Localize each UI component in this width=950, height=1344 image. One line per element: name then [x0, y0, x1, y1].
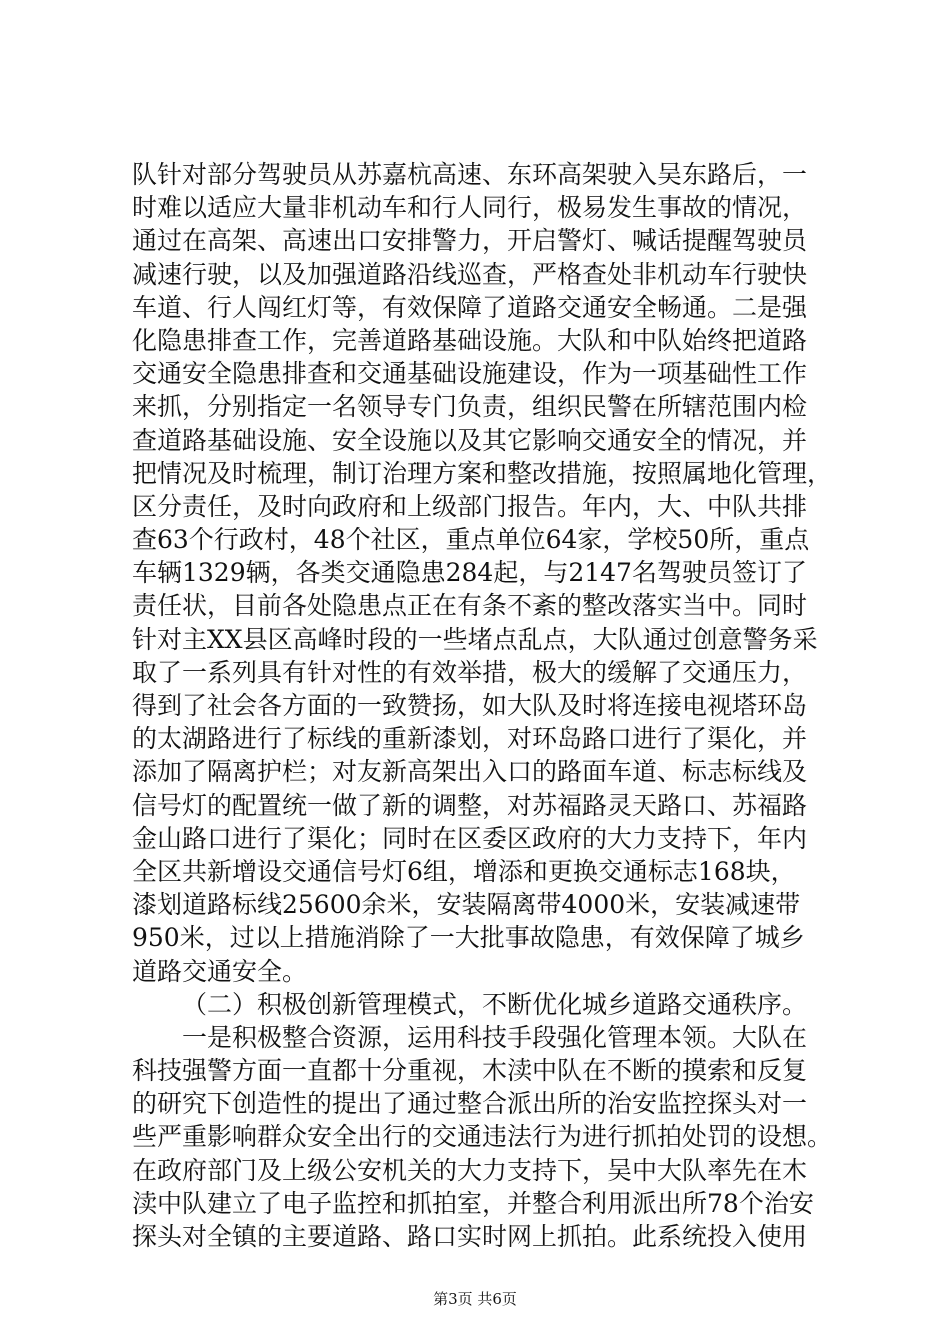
text-line: 针对主XX县区高峰时段的一些堵点乱点，大队通过创意警务采: [132, 624, 818, 654]
text-line: 队针对部分驾驶员从苏嘉杭高速、东环高架驶入吴东路后，一: [132, 160, 808, 189]
text-line: 的研究下创造性的提出了通过整合派出所的治安监控探头对一: [132, 1089, 808, 1119]
text-line: 添加了隔离护栏；对友新高架出入口的路面车道、标志标线及: [132, 757, 808, 787]
text-line: 查道路基础设施、安全设施以及其它影响交通安全的情况，并: [132, 425, 808, 455]
text-line: 的太湖路进行了标线的重新漆划，对环岛路口进行了渠化，并: [132, 724, 808, 754]
text-line: 得到了社会各方面的一致赞扬，如大队及时将连接电视塔环岛: [132, 691, 808, 720]
text-line: 探头对全镇的主要道路、路口实时网上抓拍。此系统投入使用: [132, 1222, 808, 1251]
paragraph-first-line: 一是积极整合资源，运用科技手段强化管理本领。大队在: [182, 1022, 808, 1052]
page-number: 第3页 共6页: [433, 1290, 517, 1308]
text-line: 来抓，分别指定一名领导专门负责，组织民警在所辖范围内检: [132, 392, 808, 422]
text-line: 道路交通安全。: [132, 956, 308, 986]
text-line: 全区共新增设交通信号灯6组，增添和更换交通标志168块，: [132, 856, 796, 886]
text-line: 渎中队建立了电子监控和抓拍室，并整合利用派出所78个治安: [132, 1188, 814, 1218]
text-line: 通过在高架、高速出口安排警力，开启警灯、喊话提醒驾驶员: [132, 226, 808, 256]
text-line: 区分责任，及时向政府和上级部门报告。年内，大、中队共排: [132, 491, 808, 521]
text-line: 车辆1329辆，各类交通隐患284起，与2147名驾驶员签订了: [132, 558, 807, 588]
text-line: 些严重影响群众安全出行的交通违法行为进行抓拍处罚的设想。: [132, 1122, 833, 1152]
text-line: 把情况及时梳理，制订治理方案和整改措施，按照属地化管理，: [132, 458, 833, 488]
text-line: 漆划道路标线25600余米，安装隔离带4000米，安装减速带: [132, 890, 801, 920]
text-line: 查63个行政村，48个社区，重点单位64家，学校50所，重点: [132, 525, 810, 555]
page-footer: [0, 1289, 950, 1309]
text-line: 车道、行人闯红灯等，有效保障了道路交通安全畅通。二是强: [132, 292, 808, 322]
text-line: 时难以适应大量非机动车和行人同行，极易发生事故的情况，: [132, 193, 808, 223]
text-line: 交通安全隐患排查和交通基础设施建设，作为一项基础性工作: [132, 359, 808, 389]
text-line: 信号灯的配置统一做了新的调整，对苏福路灵天路口、苏福路: [132, 790, 808, 820]
text-line: 在政府部门及上级公安机关的大力支持下，吴中大队率先在木: [132, 1155, 808, 1185]
text-line: 责任状，目前各处隐患点正在有条不紊的整改落实当中。同时: [132, 591, 808, 621]
section-heading: （二）积极创新管理模式，不断优化城乡道路交通秩序。: [182, 989, 808, 1019]
body-text: [132, 158, 836, 1253]
text-line: 减速行驶，以及加强道路沿线巡查，严格查处非机动车行驶快: [132, 259, 808, 289]
text-line: 950米，过以上措施消除了一大批事故隐患，有效保障了城乡: [132, 923, 805, 953]
text-line: 科技强警方面一直都十分重视，木渎中队在不断的摸索和反复: [132, 1056, 808, 1086]
text-line: 取了一系列具有针对性的有效举措，极大的缓解了交通压力，: [132, 657, 808, 687]
text-line: 化隐患排查工作，完善道路基础设施。大队和中队始终把道路: [132, 325, 808, 355]
text-line: 金山路口进行了渠化；同时在区委区政府的大力支持下，年内: [132, 823, 808, 853]
